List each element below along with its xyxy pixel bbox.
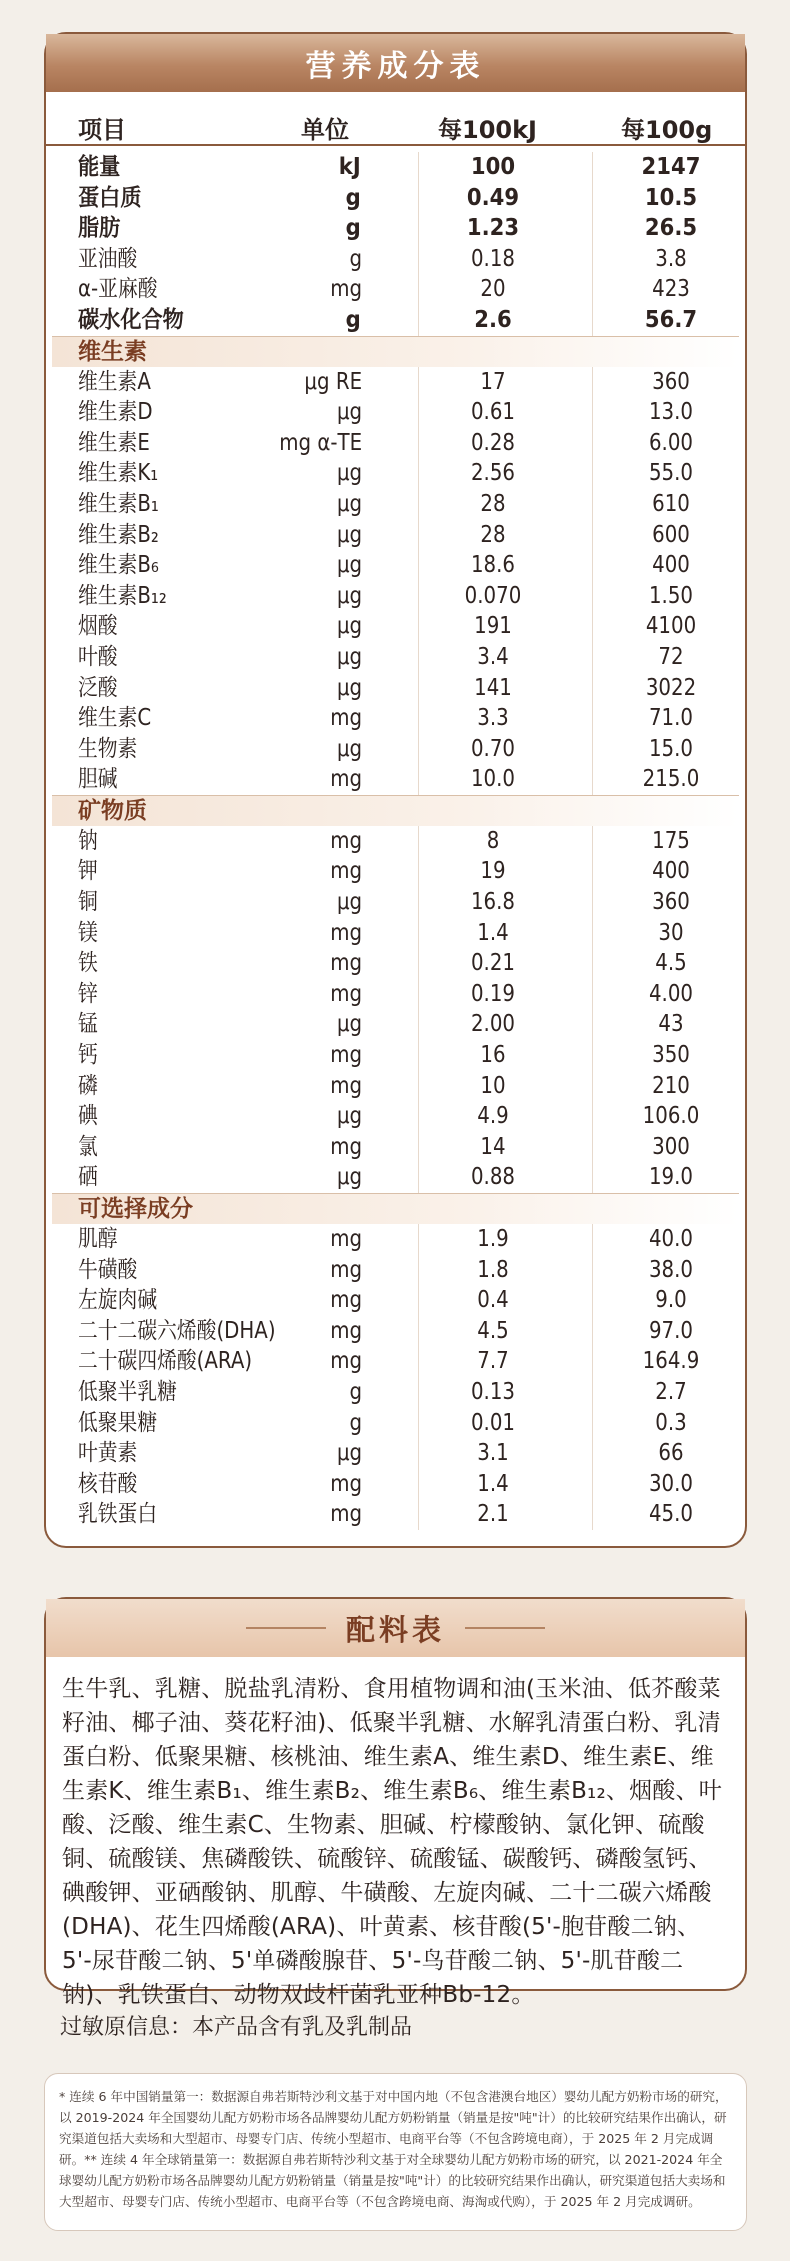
nutrient-unit: mg xyxy=(330,276,363,303)
nutrient-unit: mg xyxy=(330,1287,363,1314)
table-row xyxy=(46,367,745,398)
nutrient-name: 镁 xyxy=(78,919,98,946)
value-per-100kj: 141 xyxy=(474,674,512,701)
table-row xyxy=(46,428,745,459)
nutrient-name: 维生素C xyxy=(78,705,152,732)
table-row xyxy=(46,1009,745,1040)
ingredients-text: 生牛乳、乳糖、脱盐乳清粉、食用植物调和油(玉米油、低芥酸菜籽油、椰子油、葵花籽油)、低聚半乳糖、水解乳清蛋白粉、乳清蛋白粉、低聚果糖、核桃油、维生素A、维生素D、维生素E、维生素K、维生素B₁、维生素B₂、维生素B₆、维生素B₁₂、烟酸、叶酸、泛酸、维生素C、生物素、胆碱、柠檬酸钠、氯化钾、硫酸铜、硫酸镁、焦磷酸铁、硫酸锌、硫酸锰、碳酸钙、磷酸氢钙、碘酸钾、亚硒酸钠、肌醇、牛磺酸、左旋肉碱、二十二碳六烯酸(DHA)、花生四烯酸(ARA)、叶黄素、核苷酸(5'-胞苷酸二钠、5'-尿苷酸二钠、5'单磷酸腺苷、5'-鸟苷酸二钠、5'-肌苷酸二钠)、乳铁蛋白、动物双歧杆菌乳亚种Bb-12。 xyxy=(62,1676,722,2008)
footnote: * 连续 6 年中国销量第一：数据源自弗若斯特沙利文基于对中国内地（不包含港澳台地区）婴幼儿配方奶粉市场的研究，以 2019-2024 年全国婴幼儿配方奶粉市场各品牌婴幼儿配方奶粉销量（销量是按"吨"计）的比较研究结果作出确认，研究渠道包括大卖场和大型超市、母婴专门店、传统小型超市、电商平台等（不包含跨境电商），于 2025 年 2 月完成调研。** 连续 4 年全球销量第一：数据源自弗若斯特沙利文基于对全球婴幼儿配方奶粉市场的研究，以 2021-2024 年全球婴幼儿配方奶粉市场各品牌婴幼儿配方奶粉销量（销量是按"吨"计）的比较研究结果作出确认，研究渠道包括大卖场和大型超市、母婴专门店、传统小型超市、电商平台等（不包含跨境电商、海淘或代购），于 2025 年 2 月完成调研。 xyxy=(44,2073,747,2231)
value-per-100kj: 0.49 xyxy=(466,184,520,211)
table-row xyxy=(46,1377,745,1408)
nutrient-name: 左旋肉碱 xyxy=(78,1287,158,1314)
nutrient-unit: mg xyxy=(330,1348,363,1375)
nutrient-name: 铜 xyxy=(78,889,98,916)
header-item: 项目 xyxy=(78,116,126,144)
table-row xyxy=(46,611,745,642)
nutrient-unit: mg xyxy=(330,766,363,793)
value-per-100kj: 20 xyxy=(480,276,506,303)
value-per-100g: 66 xyxy=(658,1440,684,1467)
nutrient-unit: g xyxy=(345,306,361,333)
value-per-100kj: 19 xyxy=(480,858,506,885)
table-row xyxy=(46,642,745,673)
table-row xyxy=(46,856,745,887)
value-per-100g: 30.0 xyxy=(648,1470,694,1497)
table-row xyxy=(46,826,745,857)
value-per-100kj: 16 xyxy=(480,1042,506,1069)
nutrient-unit: μg xyxy=(336,582,363,609)
nutrient-name: 维生素D xyxy=(78,399,153,426)
nutrient-unit: μg xyxy=(336,643,363,670)
value-per-100g: 210 xyxy=(652,1072,690,1099)
table-row xyxy=(46,183,745,214)
nutrient-name: 叶酸 xyxy=(78,643,118,670)
nutrient-name: 烟酸 xyxy=(78,613,118,640)
table-row xyxy=(46,1408,745,1439)
value-per-100kj: 18.6 xyxy=(470,552,516,579)
value-per-100g: 97.0 xyxy=(648,1317,694,1344)
nutrient-name: 低聚果糖 xyxy=(78,1409,158,1436)
value-per-100kj: 0.18 xyxy=(470,245,516,272)
nutrient-unit: g xyxy=(345,215,361,242)
value-per-100g: 15.0 xyxy=(648,735,694,762)
nutrient-unit: mg xyxy=(330,919,363,946)
value-per-100g: 19.0 xyxy=(648,1164,694,1191)
value-per-100g: 106.0 xyxy=(642,1103,700,1130)
value-per-100kj: 1.8 xyxy=(477,1256,509,1283)
value-per-100kj: 10 xyxy=(480,1072,506,1099)
nutrient-unit: mg xyxy=(330,1072,363,1099)
nutrient-unit: μg xyxy=(336,1440,363,1467)
table-row xyxy=(46,673,745,704)
nutrient-name: 硒 xyxy=(78,1164,98,1191)
nutrient-unit: μg xyxy=(336,490,363,517)
nutrient-name: 乳铁蛋白 xyxy=(78,1501,158,1528)
value-per-100kj: 0.4 xyxy=(477,1287,509,1314)
table-row xyxy=(46,1162,745,1193)
nutrient-unit: mg xyxy=(330,705,363,732)
nutrient-name: 氯 xyxy=(78,1133,98,1160)
nutrient-name: 胆碱 xyxy=(78,766,118,793)
value-per-100g: 6.00 xyxy=(648,429,694,456)
table-row xyxy=(46,458,745,489)
nutrient-name: 能量 xyxy=(78,154,121,180)
table-row xyxy=(46,979,745,1010)
value-per-100g: 3.8 xyxy=(655,245,687,272)
nutrient-unit: mg xyxy=(330,950,363,977)
value-per-100kj: 2.1 xyxy=(477,1501,509,1528)
value-per-100g: 4100 xyxy=(645,613,697,640)
value-per-100g: 215.0 xyxy=(642,766,700,793)
table-row xyxy=(46,1101,745,1132)
value-per-100kj: 0.13 xyxy=(470,1378,516,1405)
table-row xyxy=(46,1255,745,1286)
value-per-100g: 3022 xyxy=(645,674,697,701)
nutrient-name: 维生素B₆ xyxy=(78,552,159,579)
value-per-100g: 30 xyxy=(658,919,684,946)
value-per-100g: 610 xyxy=(652,490,690,517)
value-per-100kj: 2.00 xyxy=(470,1011,516,1038)
header-per-kj: 每100kJ xyxy=(438,116,537,144)
section-title: 矿物质 xyxy=(78,797,147,824)
nutrient-unit: mg xyxy=(330,1317,363,1344)
value-per-100g: 4.00 xyxy=(648,980,694,1007)
table-row xyxy=(46,948,745,979)
table-row xyxy=(46,213,745,244)
ingredients-title: 配料表 xyxy=(345,1612,445,1647)
nutrient-unit: g xyxy=(345,184,361,211)
nutrient-name: 磷 xyxy=(78,1072,98,1099)
value-per-100kj: 3.4 xyxy=(477,643,509,670)
ingredients-card xyxy=(44,1597,747,2008)
value-per-100g: 26.5 xyxy=(644,215,698,242)
nutrient-unit: mg xyxy=(330,1042,363,1069)
section-header xyxy=(52,795,739,826)
header-per-g: 每100g xyxy=(621,116,713,144)
value-per-100g: 175 xyxy=(652,827,690,854)
nutrition-table-body xyxy=(46,152,745,1530)
value-per-100g: 2147 xyxy=(641,154,701,180)
table-row xyxy=(46,1499,745,1530)
nutrient-name: 低聚半乳糖 xyxy=(78,1378,177,1405)
nutrient-name: α-亚麻酸 xyxy=(78,276,158,303)
nutrient-unit: μg xyxy=(336,674,363,701)
nutrient-name: 维生素B₁₂ xyxy=(78,582,167,609)
nutrient-name: 脂肪 xyxy=(78,215,121,242)
value-per-100kj: 0.21 xyxy=(470,950,516,977)
nutrient-unit: mg xyxy=(330,858,363,885)
value-per-100g: 40.0 xyxy=(648,1226,694,1252)
nutrient-unit: g xyxy=(349,1378,363,1405)
value-per-100g: 0.3 xyxy=(655,1409,687,1436)
value-per-100g: 300 xyxy=(652,1133,690,1160)
value-per-100kj: 0.61 xyxy=(470,399,516,426)
value-per-100g: 71.0 xyxy=(648,705,694,732)
table-row xyxy=(46,764,745,795)
value-per-100kj: 28 xyxy=(480,490,506,517)
table-row xyxy=(46,489,745,520)
nutrient-name: 碘 xyxy=(78,1103,98,1130)
header-unit: 单位 xyxy=(301,116,349,144)
table-row xyxy=(46,397,745,428)
nutrient-name: 维生素A xyxy=(78,368,151,395)
nutrient-name: 钙 xyxy=(78,1042,98,1069)
table-row xyxy=(46,274,745,305)
value-per-100kj: 191 xyxy=(474,613,512,640)
value-per-100kj: 0.70 xyxy=(470,735,516,762)
table-row xyxy=(46,1346,745,1377)
section-title: 维生素 xyxy=(78,338,147,365)
value-per-100kj: 10.0 xyxy=(470,766,516,793)
table-row xyxy=(46,1438,745,1469)
value-per-100kj: 0.19 xyxy=(470,980,516,1007)
value-per-100kj: 1.4 xyxy=(477,919,509,946)
nutrient-unit: mg xyxy=(330,1256,363,1283)
nutrient-name: 锌 xyxy=(78,980,98,1007)
nutrient-name: 蛋白质 xyxy=(78,184,142,211)
nutrient-unit: g xyxy=(349,1409,363,1436)
value-per-100g: 2.7 xyxy=(655,1378,687,1405)
table-row xyxy=(46,520,745,551)
nutrient-unit: μg RE xyxy=(304,368,363,395)
table-row xyxy=(46,918,745,949)
nutrient-unit: mg xyxy=(330,1226,363,1252)
nutrient-name: 锰 xyxy=(78,1011,98,1038)
value-per-100g: 13.0 xyxy=(648,399,694,426)
value-per-100kj: 7.7 xyxy=(477,1348,509,1375)
divider-right xyxy=(465,1627,545,1629)
nutrient-unit: mg xyxy=(330,827,363,854)
value-per-100g: 360 xyxy=(652,368,690,395)
table-row xyxy=(46,550,745,581)
nutrient-name: 铁 xyxy=(78,950,98,977)
section-title: 可选择成分 xyxy=(78,1196,193,1222)
value-per-100g: 72 xyxy=(658,643,684,670)
nutrient-unit: μg xyxy=(336,1103,363,1130)
nutrient-name: 碳水化合物 xyxy=(78,306,184,333)
nutrient-unit: mg xyxy=(330,1470,363,1497)
value-per-100g: 350 xyxy=(652,1042,690,1069)
nutrient-name: 维生素K₁ xyxy=(78,460,159,487)
value-per-100kj: 1.4 xyxy=(477,1470,509,1497)
value-per-100kj: 0.01 xyxy=(470,1409,516,1436)
nutrient-name: 钠 xyxy=(78,827,98,854)
value-per-100g: 55.0 xyxy=(648,460,694,487)
table-row xyxy=(46,1285,745,1316)
value-per-100kj: 100 xyxy=(470,154,516,180)
section-header xyxy=(52,1193,739,1224)
table-row xyxy=(46,244,745,275)
nutrient-unit: mg xyxy=(330,1501,363,1528)
value-per-100kj: 0.28 xyxy=(470,429,516,456)
nutrient-name: 生物素 xyxy=(78,735,138,762)
nutrient-name: 二十碳四烯酸(ARA) xyxy=(78,1348,253,1375)
value-per-100kj: 2.6 xyxy=(474,306,512,333)
nutrient-unit: μg xyxy=(336,1011,363,1038)
value-per-100g: 1.50 xyxy=(648,582,694,609)
table-row xyxy=(46,1224,745,1255)
ingredients-header xyxy=(46,1599,745,1657)
nutrient-name: 二十二碳六烯酸(DHA) xyxy=(78,1317,276,1344)
table-row xyxy=(46,581,745,612)
value-per-100g: 400 xyxy=(652,858,690,885)
value-per-100g: 10.5 xyxy=(644,184,698,211)
nutrient-unit: μg xyxy=(336,613,363,640)
nutrient-unit: g xyxy=(349,245,363,272)
value-per-100kj: 4.9 xyxy=(477,1103,509,1130)
table-row xyxy=(46,1071,745,1102)
nutrient-name: 维生素B₂ xyxy=(78,521,159,548)
table-row xyxy=(46,1469,745,1500)
nutrient-unit: μg xyxy=(336,521,363,548)
value-per-100g: 164.9 xyxy=(642,1348,700,1375)
nutrient-name: 肌醇 xyxy=(78,1226,118,1252)
nutrient-unit: μg xyxy=(336,889,363,916)
value-per-100g: 45.0 xyxy=(648,1501,694,1528)
value-per-100kj: 1.9 xyxy=(477,1226,509,1252)
nutrient-unit: μg xyxy=(336,552,363,579)
value-per-100g: 43 xyxy=(658,1011,684,1038)
nutrient-unit: μg xyxy=(336,1164,363,1191)
nutrition-table-header xyxy=(46,106,745,146)
value-per-100kj: 8 xyxy=(486,827,500,854)
table-row xyxy=(46,734,745,765)
value-per-100kj: 2.56 xyxy=(470,460,516,487)
value-per-100g: 400 xyxy=(652,552,690,579)
nutrition-card xyxy=(44,32,747,1548)
value-per-100kj: 4.5 xyxy=(477,1317,509,1344)
table-row xyxy=(46,1132,745,1163)
nutrient-name: 维生素B₁ xyxy=(78,490,159,517)
table-row xyxy=(46,703,745,734)
allergen-info: 过敏原信息：本产品含有乳及乳制品 xyxy=(60,2015,413,2040)
nutrient-name: 钾 xyxy=(78,858,98,885)
nutrient-name: 叶黄素 xyxy=(78,1440,138,1467)
nutrition-title: 营养成分表 xyxy=(46,34,745,92)
section-header xyxy=(52,336,739,367)
divider-left xyxy=(246,1627,326,1629)
value-per-100g: 600 xyxy=(652,521,690,548)
value-per-100kj: 1.23 xyxy=(466,215,520,242)
value-per-100kj: 16.8 xyxy=(470,889,516,916)
nutrient-unit: mg xyxy=(330,980,363,1007)
nutrient-name: 牛磺酸 xyxy=(78,1256,138,1283)
table-row xyxy=(46,1316,745,1347)
value-per-100kj: 14 xyxy=(480,1133,506,1160)
value-per-100kj: 0.070 xyxy=(464,582,522,609)
nutrient-unit: μg xyxy=(336,735,363,762)
value-per-100kj: 0.88 xyxy=(470,1164,516,1191)
table-row xyxy=(46,152,745,183)
nutrient-name: 亚油酸 xyxy=(78,245,138,272)
table-row xyxy=(46,1040,745,1071)
value-per-100g: 9.0 xyxy=(655,1287,687,1314)
value-per-100g: 38.0 xyxy=(648,1256,694,1283)
table-row xyxy=(46,305,745,336)
nutrient-unit: mg xyxy=(330,1133,363,1160)
table-row xyxy=(46,887,745,918)
value-per-100kj: 17 xyxy=(480,368,506,395)
nutrient-name: 核苷酸 xyxy=(78,1470,138,1497)
nutrient-unit: μg xyxy=(336,460,363,487)
value-per-100g: 423 xyxy=(652,276,690,303)
nutrient-name: 维生素E xyxy=(78,429,150,456)
value-per-100g: 360 xyxy=(652,889,690,916)
value-per-100kj: 28 xyxy=(480,521,506,548)
value-per-100kj: 3.3 xyxy=(477,705,509,732)
nutrient-unit: μg xyxy=(336,399,363,426)
nutrient-unit: kJ xyxy=(338,154,361,180)
nutrient-name: 泛酸 xyxy=(78,674,118,701)
nutrient-unit: mg α-TE xyxy=(279,429,363,456)
value-per-100g: 56.7 xyxy=(644,306,698,333)
value-per-100kj: 3.1 xyxy=(477,1440,509,1467)
value-per-100g: 4.5 xyxy=(655,950,687,977)
